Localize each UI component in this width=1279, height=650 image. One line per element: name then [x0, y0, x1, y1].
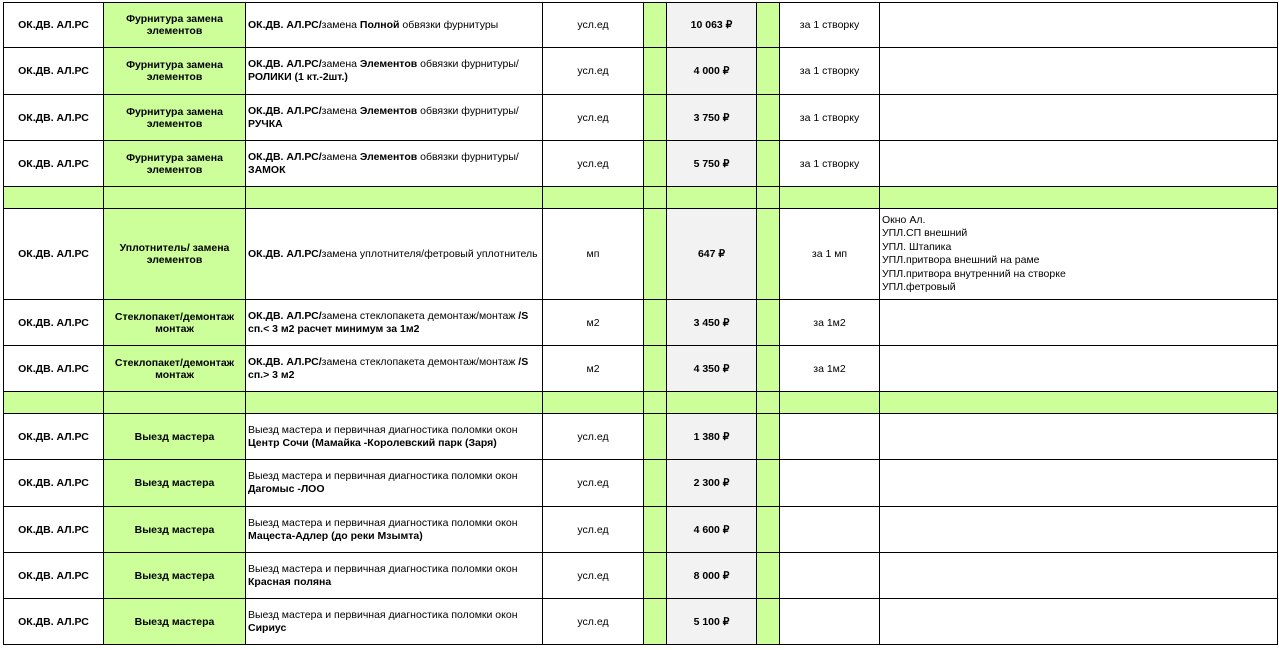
- per-unit-cell: за 1 мп: [780, 209, 880, 300]
- price-cell: 5 750 ₽: [667, 141, 757, 187]
- category-cell: Выезд мастера: [104, 507, 246, 553]
- description-part: замена: [321, 150, 360, 163]
- description-cell: [246, 346, 543, 392]
- unit-cell: усл.ед: [543, 48, 644, 95]
- note-line: УПЛ. Штапика: [882, 240, 952, 253]
- green-spacer-cell: [757, 141, 780, 187]
- green-spacer-cell: [757, 95, 780, 141]
- description-part: замена стеклопакета демонтаж/монтаж: [321, 355, 519, 368]
- table-row: [4, 346, 1278, 392]
- description-part: обвязки фурнитуры: [399, 18, 499, 31]
- code-cell: ОК.ДВ. АЛ.РС: [4, 3, 104, 48]
- description-cell: [246, 414, 543, 460]
- description-part: ОК.ДВ. АЛ.РС/: [248, 18, 322, 31]
- note-cell: [880, 3, 1278, 48]
- separator-cell: [104, 392, 246, 414]
- description-part: Центр Сочи (Мамайка -Королевский парк (Заря): [248, 436, 497, 449]
- table-row: [4, 507, 1278, 553]
- separator-cell: [667, 187, 757, 209]
- unit-cell: усл.ед: [543, 507, 644, 553]
- description-part: РОЛИКИ (1 кт.-2шт.): [248, 71, 348, 83]
- green-spacer-cell: [757, 460, 780, 507]
- code-cell: ОК.ДВ. АЛ.РС: [4, 209, 104, 300]
- separator-cell: [780, 187, 880, 209]
- separator-cell: [4, 392, 104, 414]
- price-table: [3, 2, 1278, 645]
- unit-cell: усл.ед: [543, 141, 644, 187]
- category-cell: Фурнитура замена элементов: [104, 141, 246, 187]
- separator-cell: [4, 187, 104, 209]
- code-cell: ОК.ДВ. АЛ.РС: [4, 346, 104, 392]
- code-cell: ОК.ДВ. АЛ.РС: [4, 48, 104, 95]
- green-spacer-cell: [644, 3, 667, 48]
- per-unit-cell: [780, 553, 880, 599]
- description-part: /S сп.< 3 м2 расчет минимум за 1м2: [248, 309, 529, 335]
- table-row: [4, 209, 1278, 300]
- category-cell: Уплотнитель/ замена элементов: [104, 209, 246, 300]
- separator-cell: [246, 392, 543, 414]
- green-spacer-cell: [757, 48, 780, 95]
- description-cell: [246, 48, 543, 95]
- code-cell: ОК.ДВ. АЛ.РС: [4, 460, 104, 507]
- per-unit-cell: [780, 460, 880, 507]
- separator-cell: [880, 392, 1278, 414]
- description-cell: [246, 507, 543, 553]
- green-spacer-cell: [757, 553, 780, 599]
- description-cell: [246, 553, 543, 599]
- table-row: [4, 95, 1278, 141]
- code-cell: ОК.ДВ. АЛ.РС: [4, 599, 104, 645]
- price-cell: 8 000 ₽: [667, 553, 757, 599]
- price-cell: 2 300 ₽: [667, 460, 757, 507]
- unit-cell: усл.ед: [543, 599, 644, 645]
- code-cell: ОК.ДВ. АЛ.РС: [4, 300, 104, 346]
- per-unit-cell: [780, 414, 880, 460]
- category-cell: Фурнитура замена элементов: [104, 48, 246, 95]
- description-part: Дагомыс -ЛОО: [248, 483, 325, 495]
- description-cell: [246, 95, 543, 141]
- price-cell: 3 450 ₽: [667, 300, 757, 346]
- green-spacer-cell: [644, 141, 667, 187]
- green-spacer-cell: [757, 3, 780, 48]
- description-part: Элементов: [359, 104, 418, 117]
- green-spacer-cell: [644, 346, 667, 392]
- description-part: ОК.ДВ. АЛ.РС/: [248, 355, 322, 368]
- green-spacer-cell: [757, 599, 780, 645]
- description-cell: [246, 460, 543, 507]
- category-cell: Стеклопакет/демонтаж монтаж: [104, 346, 246, 392]
- note-cell: [880, 553, 1278, 599]
- per-unit-cell: за 1 створку: [780, 95, 880, 141]
- note-cell: [880, 599, 1278, 645]
- separator-cell: [104, 187, 246, 209]
- separator-cell: [246, 187, 543, 209]
- price-cell: 4 600 ₽: [667, 507, 757, 553]
- code-cell: ОК.ДВ. АЛ.РС: [4, 95, 104, 141]
- per-unit-cell: за 1 створку: [780, 141, 880, 187]
- category-cell: Фурнитура замена элементов: [104, 3, 246, 48]
- description-part: Выезд мастера и первичная диагностика поломки окон: [248, 423, 518, 436]
- description-part: замена: [321, 18, 360, 31]
- unit-cell: усл.ед: [543, 414, 644, 460]
- table-row: [4, 141, 1278, 187]
- description-part: Красная поляна: [248, 575, 332, 588]
- description-cell: [246, 300, 543, 346]
- description-part: замена: [321, 58, 360, 70]
- unit-cell: мп: [543, 209, 644, 300]
- table-row: [4, 460, 1278, 507]
- table-body: [4, 3, 1278, 645]
- description-part: замена уплотнителя/фетровый уплотнитель: [321, 247, 538, 260]
- per-unit-cell: за 1 створку: [780, 48, 880, 95]
- note-cell: [880, 48, 1278, 95]
- per-unit-cell: за 1м2: [780, 346, 880, 392]
- note-cell: [880, 95, 1278, 141]
- note-cell: [880, 414, 1278, 460]
- green-spacer-cell: [644, 507, 667, 553]
- per-unit-cell: за 1 створку: [780, 3, 880, 48]
- green-spacer-cell: [644, 460, 667, 507]
- unit-cell: м2: [543, 346, 644, 392]
- description-part: обвязки фурнитуры/: [417, 58, 519, 70]
- description-cell: [246, 209, 543, 300]
- green-spacer-cell: [644, 599, 667, 645]
- description-part: Сириус: [248, 621, 287, 634]
- description-part: обвязки фурнитуры/: [417, 104, 519, 117]
- description-part: ОК.ДВ. АЛ.РС/: [248, 309, 322, 322]
- separator-row: [4, 187, 1278, 209]
- note-line: УПЛ.СП внешний: [882, 227, 968, 239]
- price-cell: 647 ₽: [667, 209, 757, 300]
- separator-row: [4, 392, 1278, 414]
- description-part: Полной: [359, 18, 400, 31]
- separator-cell: [757, 187, 780, 209]
- per-unit-cell: [780, 599, 880, 645]
- green-spacer-cell: [757, 346, 780, 392]
- note-line: УПЛ.фетровый: [882, 281, 956, 293]
- note-cell: [880, 507, 1278, 553]
- price-cell: 4 000 ₽: [667, 48, 757, 95]
- note-cell: [880, 209, 1278, 300]
- table-row: [4, 414, 1278, 460]
- table-row: [4, 599, 1278, 645]
- category-cell: Стеклопакет/демонтаж монтаж: [104, 300, 246, 346]
- note-line: УПЛ.притвора внутренний на створке: [882, 267, 1066, 280]
- description-part: замена стеклопакета демонтаж/монтаж: [321, 309, 519, 322]
- table-row: [4, 48, 1278, 95]
- category-cell: Выезд мастера: [104, 599, 246, 645]
- code-cell: ОК.ДВ. АЛ.РС: [4, 507, 104, 553]
- separator-cell: [780, 392, 880, 414]
- unit-cell: усл.ед: [543, 460, 644, 507]
- price-cell: 1 380 ₽: [667, 414, 757, 460]
- green-spacer-cell: [644, 95, 667, 141]
- code-cell: ОК.ДВ. АЛ.РС: [4, 414, 104, 460]
- note-line: Окно Ал.: [882, 213, 926, 226]
- table-row: [4, 300, 1278, 346]
- per-unit-cell: за 1м2: [780, 300, 880, 346]
- code-cell: ОК.ДВ. АЛ.РС: [4, 553, 104, 599]
- code-cell: ОК.ДВ. АЛ.РС: [4, 141, 104, 187]
- description-part: ОК.ДВ. АЛ.РС/: [248, 247, 322, 260]
- note-line: УПЛ.притвора внешний на раме: [882, 254, 1040, 266]
- separator-cell: [543, 392, 644, 414]
- description-part: Элементов: [359, 58, 418, 70]
- green-spacer-cell: [644, 553, 667, 599]
- category-cell: Выезд мастера: [104, 553, 246, 599]
- separator-cell: [644, 187, 667, 209]
- unit-cell: усл.ед: [543, 3, 644, 48]
- description-cell: [246, 599, 543, 645]
- description-part: Выезд мастера и первичная диагностика поломки окон: [248, 516, 518, 529]
- description-part: ОК.ДВ. АЛ.РС/: [248, 104, 322, 117]
- separator-cell: [644, 392, 667, 414]
- price-cell: 4 350 ₽: [667, 346, 757, 392]
- green-spacer-cell: [644, 209, 667, 300]
- note-cell: [880, 460, 1278, 507]
- green-spacer-cell: [644, 48, 667, 95]
- description-part: ОК.ДВ. АЛ.РС/: [248, 58, 322, 70]
- green-spacer-cell: [757, 209, 780, 300]
- unit-cell: усл.ед: [543, 553, 644, 599]
- price-cell: 5 100 ₽: [667, 599, 757, 645]
- description-part: /S сп.> 3 м2: [248, 355, 529, 381]
- note-cell: [880, 346, 1278, 392]
- unit-cell: усл.ед: [543, 95, 644, 141]
- category-cell: Выезд мастера: [104, 460, 246, 507]
- note-cell: [880, 300, 1278, 346]
- description-cell: [246, 3, 543, 48]
- description-part: Элементов: [359, 150, 418, 163]
- description-cell: [246, 141, 543, 187]
- per-unit-cell: [780, 507, 880, 553]
- table-row: [4, 553, 1278, 599]
- description-part: ОК.ДВ. АЛ.РС/: [248, 150, 322, 163]
- description-part: Выезд мастера и первичная диагностика поломки окон: [248, 608, 518, 621]
- green-spacer-cell: [757, 507, 780, 553]
- description-part: Выезд мастера и первичная диагностика поломки окон: [248, 562, 518, 575]
- price-cell: 3 750 ₽: [667, 95, 757, 141]
- table-row: [4, 3, 1278, 48]
- description-part: РУЧКА: [248, 117, 283, 130]
- description-part: Мацеста-Адлер (до реки Мзымта): [248, 529, 423, 542]
- separator-cell: [880, 187, 1278, 209]
- unit-cell: м2: [543, 300, 644, 346]
- description-part: обвязки фурнитуры/: [417, 150, 519, 163]
- green-spacer-cell: [757, 300, 780, 346]
- description-part: ЗАМОК: [248, 163, 286, 176]
- green-spacer-cell: [644, 300, 667, 346]
- separator-cell: [667, 392, 757, 414]
- price-cell: 10 063 ₽: [667, 3, 757, 48]
- category-cell: Фурнитура замена элементов: [104, 95, 246, 141]
- green-spacer-cell: [757, 414, 780, 460]
- category-cell: Выезд мастера: [104, 414, 246, 460]
- note-cell: [880, 141, 1278, 187]
- description-part: замена: [321, 104, 360, 117]
- separator-cell: [543, 187, 644, 209]
- separator-cell: [757, 392, 780, 414]
- green-spacer-cell: [644, 414, 667, 460]
- description-part: Выезд мастера и первичная диагностика поломки окон: [248, 470, 518, 482]
